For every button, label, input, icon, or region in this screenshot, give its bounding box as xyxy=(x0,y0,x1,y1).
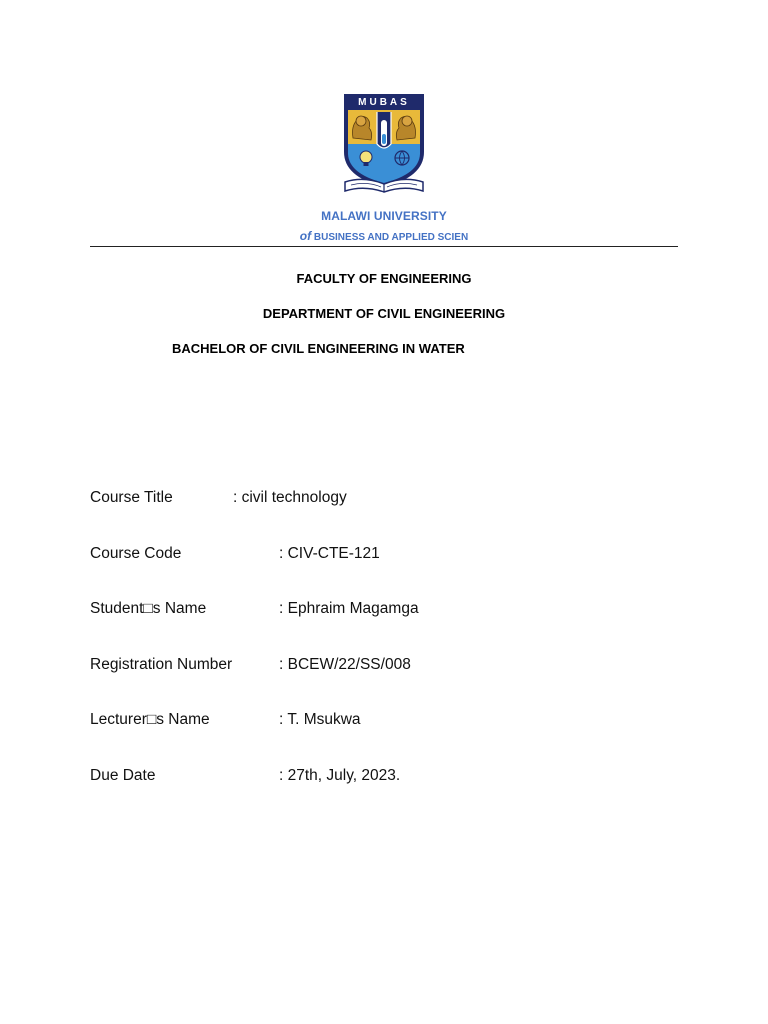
programme-heading: BACHELOR OF CIVIL ENGINEERING IN WATER xyxy=(172,341,465,356)
detail-label: Registration Number xyxy=(90,656,233,673)
header-divider xyxy=(90,246,678,247)
detail-value: : T. Msukwa xyxy=(279,711,361,728)
detail-value: : Ephraim Magamga xyxy=(279,600,419,617)
faculty-heading: FACULTY OF ENGINEERING xyxy=(296,271,472,286)
department-heading: DEPARTMENT OF CIVIL ENGINEERING xyxy=(262,306,506,321)
detail-label: Course Code xyxy=(90,545,182,562)
university-subtitle xyxy=(0,229,768,243)
detail-label: Student□s Name xyxy=(90,600,207,617)
detail-value: : 27th, July, 2023. xyxy=(279,767,401,784)
detail-value: : BCEW/22/SS/008 xyxy=(279,656,411,673)
detail-label: Due Date xyxy=(90,767,156,784)
detail-label: Lecturer□s Name xyxy=(90,711,210,728)
detail-value: : civil technology xyxy=(233,489,347,506)
subtitle-rest: BUSINESS AND APPLIED SCIEN xyxy=(313,232,469,243)
detail-value: : CIV-CTE-121 xyxy=(279,545,380,562)
university-name: MALAWI UNIVERSITY xyxy=(321,209,447,223)
logo-text: MUBAS xyxy=(358,97,410,108)
mubas-crest-logo xyxy=(339,92,429,194)
subtitle-prefix: of xyxy=(299,229,312,243)
detail-label: Course Title xyxy=(90,489,173,506)
